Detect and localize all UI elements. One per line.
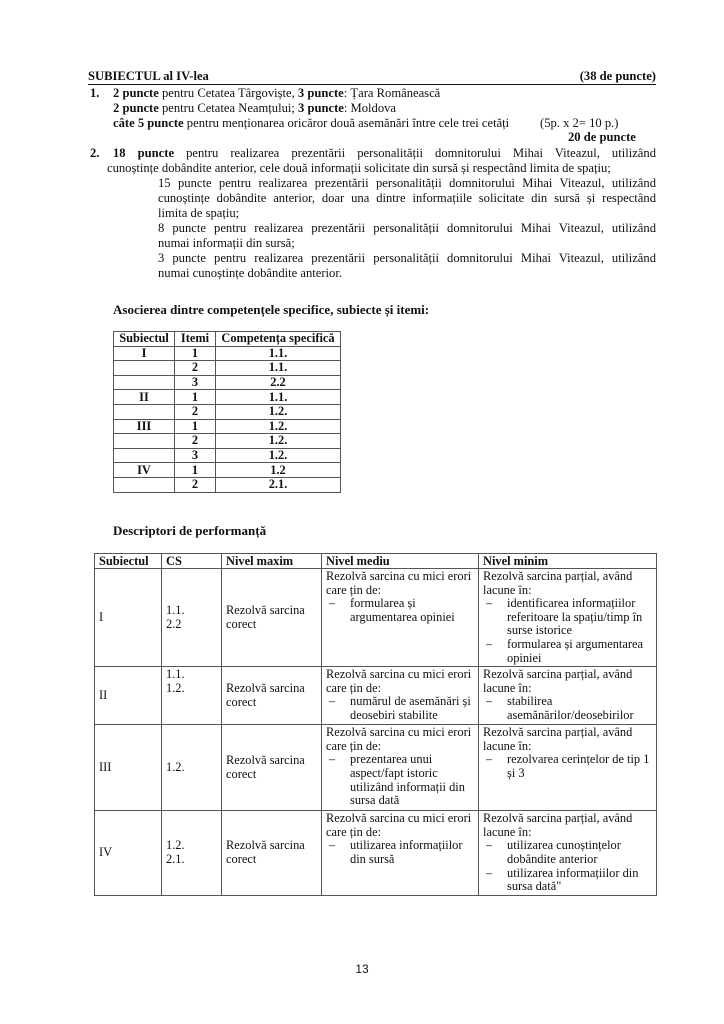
item-2-sub-1-line-2: cunoștințe dobândite anterior, doar una dintre informațiile solicitate din sursă și respectând <box>158 191 656 205</box>
min-list <box>483 597 652 665</box>
item-2-line-2: cunoștințe dobândite anterior, cele două informații solicitate din sursă și respectând limita de spațiu; <box>107 161 611 175</box>
association-table <box>113 331 341 493</box>
cell-item: 2 <box>175 477 216 492</box>
points-bold: 18 puncte <box>113 146 175 160</box>
descriptors-table <box>94 553 657 896</box>
cell-medium <box>322 667 479 725</box>
cell-subject <box>114 404 175 419</box>
list-item: – prezentarea unui aspect/fapt istoric utilizând informații din sursa dată <box>326 753 474 807</box>
cell-item: 1 <box>175 463 216 478</box>
cs-value: 1.2. <box>166 759 185 774</box>
cell-subject <box>114 448 175 463</box>
cell-subject: III <box>114 419 175 434</box>
table-row <box>114 448 341 463</box>
text: : Moldova <box>343 101 396 115</box>
medium-intro: Rezolvă sarcina cu mici erori care țin de: <box>326 811 472 839</box>
cell-cs <box>162 667 222 725</box>
descriptors-title: Descriptori de performanță <box>113 523 267 538</box>
medium-list <box>326 597 474 624</box>
cell-subject: I <box>114 346 175 361</box>
table-header-row <box>114 332 341 347</box>
table-row <box>114 419 341 434</box>
item-2-sub-1-line-3: limita de spațiu; <box>158 206 240 220</box>
cell-item: 1 <box>175 390 216 405</box>
item-1-calc: (5p. x 2= 10 p.) <box>540 116 619 130</box>
item-2-sub-3-line-2: numai cunoștințe dobândite anterior. <box>158 266 342 280</box>
column-header: Nivel mediu <box>322 554 479 569</box>
table-row <box>114 477 341 492</box>
table-row <box>114 434 341 449</box>
cell-subject: III <box>95 725 162 811</box>
medium-list <box>326 839 474 866</box>
list-item: – identificarea informațiilor referitoare la spațiu/timp în surse istorice <box>483 597 652 638</box>
item-1-line-2 <box>113 101 396 116</box>
table-row <box>95 667 657 725</box>
item-1-total: 20 de puncte <box>568 130 636 144</box>
cell-subject <box>114 477 175 492</box>
cell-medium <box>322 811 479 896</box>
column-header: Nivel minim <box>479 554 657 569</box>
column-header: Subiectul <box>114 332 175 347</box>
cell-cs <box>162 725 222 811</box>
cs-value: 1.1. <box>166 602 185 617</box>
points-bold: 3 puncte <box>297 86 344 100</box>
list-item: – rezolvarea cerințelor de tip 1 și 3 <box>483 753 652 780</box>
points-bold: 3 puncte <box>298 101 344 115</box>
cell-max: Rezolvă sarcina corect <box>222 667 322 725</box>
column-header: Competența specifică <box>216 332 341 347</box>
subject-title: SUBIECTUL al IV-lea <box>88 69 209 83</box>
item-1-number: 1. <box>90 86 100 100</box>
points-bold: 2 puncte <box>113 86 159 100</box>
cell-item: 2 <box>175 434 216 449</box>
item-2-sub-2-line-1: 8 puncte pentru realizarea prezentării personalității domnitorului Mihai Viteazul, utilizând <box>158 221 656 235</box>
cell-min <box>479 811 657 896</box>
text: pentru Cetatea Neamțului; <box>158 101 299 115</box>
cell-max: Rezolvă sarcina corect <box>222 569 322 667</box>
cell-min <box>479 667 657 725</box>
cell-subject: IV <box>95 811 162 896</box>
cs-value: 2.1. <box>166 851 185 866</box>
cell-competence: 1.1. <box>216 390 341 405</box>
item-2-sub-2-line-2: numai informații din sursă; <box>158 236 295 250</box>
min-intro: Rezolvă sarcina parțial, având lacune în: <box>483 811 633 839</box>
cell-competence: 2.1. <box>216 477 341 492</box>
list-item: – utilizarea informațiilor din sursă <box>326 839 474 866</box>
cell-subject: IV <box>114 463 175 478</box>
cell-max: Rezolvă sarcina corect <box>222 725 322 811</box>
cell-competence: 1.2. <box>216 404 341 419</box>
table-row <box>95 811 657 896</box>
cs-value: 1.2. <box>166 838 185 853</box>
medium-intro: Rezolvă sarcina cu mici erori care țin de: <box>326 569 472 597</box>
list-item: – stabilirea asemănărilor/deosebirilor <box>483 695 652 722</box>
cell-subject: II <box>95 667 162 725</box>
cell-item: 2 <box>175 404 216 419</box>
cell-min <box>479 569 657 667</box>
table-row <box>114 390 341 405</box>
cell-item: 3 <box>175 448 216 463</box>
cell-cs <box>162 569 222 667</box>
cell-competence: 1.2. <box>216 434 341 449</box>
item-2-sub-3-line-1: 3 puncte pentru realizarea prezentării personalității domnitorului Mihai Viteazul, utilizând <box>158 251 656 265</box>
cs-value: 1.1. <box>166 667 185 682</box>
list-item: – formularea și argumentarea opiniei <box>326 597 474 624</box>
cell-competence: 1.2 <box>216 463 341 478</box>
min-intro: Rezolvă sarcina parțial, având lacune în: <box>483 725 633 753</box>
cell-competence: 1.1. <box>216 361 341 376</box>
cell-subject: II <box>114 390 175 405</box>
medium-list <box>326 695 474 722</box>
min-list <box>483 695 652 722</box>
cell-item: 1 <box>175 419 216 434</box>
table-row <box>114 375 341 390</box>
table-header-row <box>95 554 657 569</box>
table-row <box>95 569 657 667</box>
cell-medium <box>322 725 479 811</box>
list-item: – formularea și argumentarea opiniei <box>483 638 652 665</box>
table-row <box>114 346 341 361</box>
item-1-line-1 <box>113 86 440 101</box>
cell-max: Rezolvă sarcina corect <box>222 811 322 896</box>
table-row <box>114 463 341 478</box>
cell-subject <box>114 361 175 376</box>
min-intro: Rezolvă sarcina parțial, având lacune în: <box>483 667 633 695</box>
cell-item: 2 <box>175 361 216 376</box>
text: pentru realizarea prezentării personalității domnitorului Mihai Viteazul, utilizând <box>174 146 656 160</box>
column-header: Itemi <box>175 332 216 347</box>
cell-item: 3 <box>175 375 216 390</box>
medium-list <box>326 753 474 807</box>
cell-min <box>479 725 657 811</box>
medium-intro: Rezolvă sarcina cu mici erori care țin de: <box>326 667 472 695</box>
points-bold: 2 puncte <box>113 101 159 115</box>
item-2-number: 2. <box>90 146 100 160</box>
medium-intro: Rezolvă sarcina cu mici erori care țin de: <box>326 725 472 753</box>
cs-value: 2.2 <box>166 616 182 631</box>
cell-item: 1 <box>175 346 216 361</box>
association-title: Asocierea dintre competențele specifice, subiecte și itemi: <box>113 302 430 317</box>
column-header: Nivel maxim <box>222 554 322 569</box>
cell-competence: 1.2. <box>216 448 341 463</box>
column-header: Subiectul <box>95 554 162 569</box>
cell-subject <box>114 375 175 390</box>
item-2-line-1 <box>113 146 656 161</box>
cell-subject <box>114 434 175 449</box>
cell-medium <box>322 569 479 667</box>
text: pentru Cetatea Târgoviște, <box>158 86 298 100</box>
page-number: 13 <box>355 962 369 976</box>
cell-subject: I <box>95 569 162 667</box>
points-bold: câte 5 puncte <box>113 116 184 130</box>
table-row <box>114 361 341 376</box>
cell-competence: 2.2 <box>216 375 341 390</box>
list-item: – utilizarea informațiilor din sursa dată" <box>483 867 652 894</box>
table-row <box>95 725 657 811</box>
min-list <box>483 753 652 780</box>
cell-cs <box>162 811 222 896</box>
text: pentru menționarea oricăror două asemănări între cele trei cetăți <box>183 116 510 130</box>
cell-competence: 1.1. <box>216 346 341 361</box>
cs-value: 1.2. <box>166 680 185 695</box>
column-header: CS <box>162 554 222 569</box>
min-list <box>483 839 652 893</box>
table-row <box>114 404 341 419</box>
subject-header <box>88 69 656 85</box>
cell-competence: 1.2. <box>216 419 341 434</box>
item-1-line-3 <box>113 116 509 131</box>
subject-points: (38 de puncte) <box>579 69 656 83</box>
item-2-sub-1-line-1: 15 puncte pentru realizarea prezentării personalității domnitorului Mihai Viteazul, utilizând <box>158 176 656 190</box>
list-item: – numărul de asemănări și deosebiri stabilite <box>326 695 474 722</box>
text: : Țara Românească <box>343 86 441 100</box>
list-item: – utilizarea cunoștințelor dobândite anterior <box>483 839 652 866</box>
min-intro: Rezolvă sarcina parțial, având lacune în: <box>483 569 633 597</box>
